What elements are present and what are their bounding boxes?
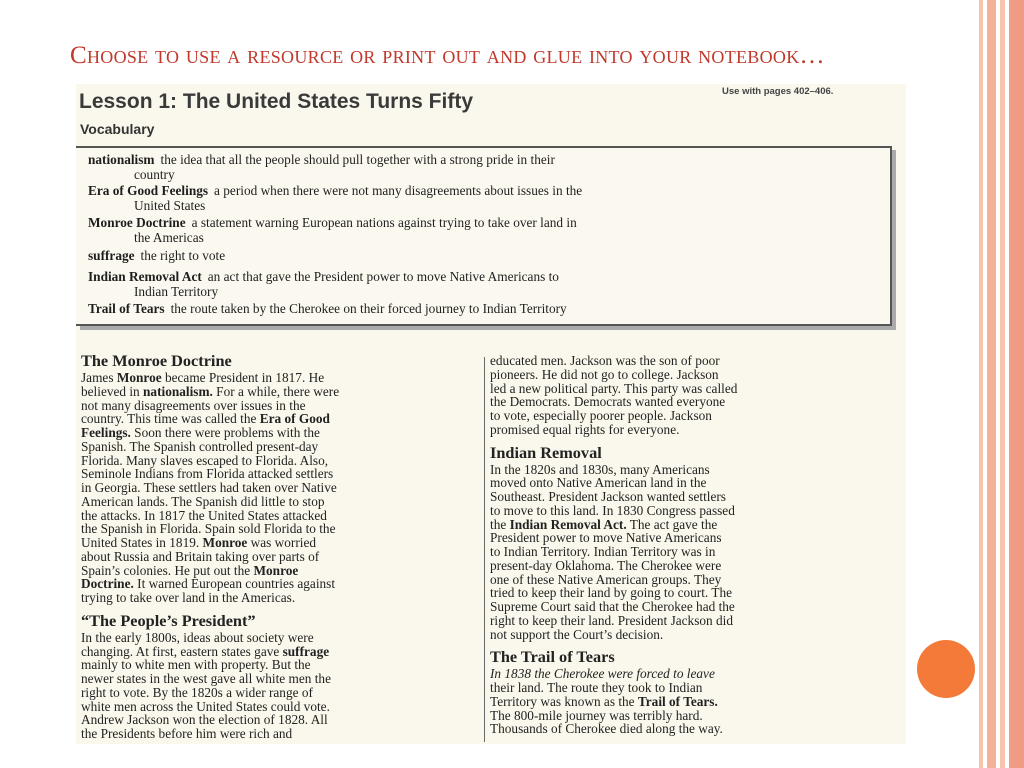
text-line: In the 1820s and 1830s, many Americans: [490, 461, 710, 477]
section-heading: The Monroe Doctrine: [81, 351, 232, 370]
text-line: Florida. Many slaves escaped to Florida. Also,: [81, 452, 329, 468]
vocab-definition-continued: the Americas: [134, 230, 204, 245]
vocab-term: Monroe Doctrine: [88, 215, 186, 230]
vocab-term: suffrage: [88, 248, 135, 263]
text-line: right to keep their land. President Jackson did: [490, 612, 733, 628]
vocab-entry: [88, 152, 555, 182]
key-term: suffrage: [282, 643, 330, 659]
text-line: Andrew Jackson won the election of 1828. All: [81, 712, 328, 728]
vocab-definition: a period when there were not many disagreements about issues in the: [214, 183, 583, 198]
text-line: led a new political party. This party was called: [490, 380, 738, 396]
text-line: changing. At first, eastern states gave suffrage: [81, 643, 330, 659]
text-line: President power to move Native Americans: [490, 530, 722, 546]
lesson-title: Lesson 1: The United States Turns Fifty: [79, 90, 473, 113]
column-divider: [484, 357, 485, 742]
decorative-stripe: [1009, 0, 1024, 768]
text-line: to Indian Territory. Indian Territory was in: [490, 544, 716, 559]
text-line: promised equal rights for everyone.: [490, 421, 680, 437]
key-term: Monroe: [116, 370, 162, 385]
text-line: the Spanish in Florida. Spain sold Florida to the: [81, 521, 336, 537]
text-line: American lands. The Spanish did little to stop: [81, 493, 325, 509]
key-term: Feelings.: [81, 425, 131, 440]
slide-title: Choose to use a resource or print out and glue into your notebook…: [70, 42, 825, 69]
vocab-definition: the right to vote: [140, 248, 226, 263]
text-line: in Georgia. These settlers had taken over Native: [81, 480, 337, 495]
text-line: country. This time was called the Era of Good: [81, 411, 330, 427]
text-line: pioneers. He did not go to college. Jackson: [490, 366, 719, 382]
text-line: the Democrats. Democrats wanted everyone: [490, 394, 726, 410]
key-term: Trail of Tears.: [637, 693, 718, 709]
key-term: Monroe: [253, 562, 299, 578]
lesson-worksheet-image: [76, 84, 906, 744]
text-line: Seminole Indians from Florida attacked settlers: [81, 466, 334, 482]
section-body: [81, 631, 473, 741]
section-heading: Indian Removal: [490, 442, 602, 462]
text-line: the Indian Removal Act. The act gave the: [490, 516, 718, 532]
vocabulary-heading: Vocabulary: [80, 121, 155, 137]
vocab-entry: [88, 183, 582, 213]
section-body: [490, 667, 902, 736]
text-line: Spain’s colonies. He put out the Monroe: [81, 562, 299, 578]
section-body: [81, 371, 473, 605]
text-line: educated men. Jackson was the son of poor: [490, 353, 720, 368]
text-line: believed in nationalism. For a while, there were: [81, 383, 340, 399]
vocab-definition-continued: country: [134, 167, 175, 182]
text-line: Southeast. President Jackson wanted settlers: [490, 489, 726, 504]
vocab-entry: [88, 301, 567, 316]
text-line: tried to keep their land by going to court. The: [490, 585, 732, 601]
text-line: mainly to white men with property. But the: [81, 657, 311, 673]
vocab-entry: [88, 248, 225, 263]
text-line: their land. The route they took to Indian: [490, 680, 703, 695]
text-line: to move to this land. In 1830 Congress passed: [490, 502, 735, 518]
decorative-stripe: [987, 0, 996, 768]
key-term: Monroe: [202, 535, 248, 550]
text-line: Doctrine. It warned European countries against: [81, 576, 336, 592]
text-line: the Presidents before him were rich and: [81, 726, 293, 741]
text-line: The 800-mile journey was terribly hard.: [490, 707, 703, 723]
key-term: Era of Good: [259, 411, 330, 427]
text-line: Feelings. Soon there were problems with the: [81, 425, 320, 440]
text-line: Spanish. The Spanish controlled present-day: [81, 438, 319, 454]
key-term: nationalism.: [143, 383, 213, 399]
text-line: In 1838 the Cherokee were forced to leave: [490, 666, 715, 682]
section-body: [490, 463, 902, 642]
decorative-stripe: [1000, 0, 1005, 768]
text-line: one of these Native American groups. They: [490, 571, 722, 587]
text-line: not support the Court’s decision.: [490, 626, 664, 642]
left-column: [81, 350, 473, 741]
text-line: white men across the United States could vote.: [81, 698, 330, 714]
vocab-entry: [88, 215, 577, 245]
vocab-term: Era of Good Feelings: [88, 183, 209, 198]
text-line: Territory was known as the Trail of Tears.: [490, 693, 718, 709]
vocab-definition: the idea that all the people should pull together with a strong pride in their: [160, 152, 555, 167]
vocabulary-box: [76, 146, 892, 326]
text-line: trying to take over land in the Americas.: [81, 590, 296, 605]
accent-dot: [917, 640, 975, 698]
text-line: the attacks. In 1817 the United States attacked: [81, 507, 327, 523]
vocab-entry: [88, 269, 559, 299]
vocab-definition: an act that gave the President power to move Native Americans to: [207, 269, 559, 284]
text-line: moved onto Native American land in the: [490, 475, 707, 491]
text-line: newer states in the west gave all white men the: [81, 671, 331, 686]
vocab-definition-continued: Indian Territory: [134, 284, 219, 299]
key-term: Doctrine.: [81, 576, 134, 592]
text-line: Thousands of Cherokee died along the way.: [490, 721, 723, 737]
right-column: [490, 354, 902, 736]
section-body: [490, 354, 902, 437]
key-term: Indian Removal Act.: [509, 516, 627, 532]
section-heading: The Trail of Tears: [490, 647, 615, 667]
vocab-definition: a statement warning European nations against trying to take over land in: [191, 215, 577, 230]
vocab-definition-continued: United States: [134, 198, 206, 213]
text-line: not many disagreements over issues in the: [81, 397, 306, 413]
text-line: right to vote. By the 1820s a wider range of: [81, 684, 313, 700]
vocab-term: Trail of Tears: [88, 301, 165, 316]
vocab-term: nationalism: [88, 152, 155, 167]
vocab-term: Indian Removal Act: [88, 269, 202, 284]
text-line: Supreme Court said that the Cherokee had the: [490, 599, 735, 614]
section-heading: “The People’s President”: [81, 610, 256, 630]
text-line: United States in 1819. Monroe was worried: [81, 535, 317, 550]
text-line: about Russia and Britain taking over parts of: [81, 548, 320, 564]
text-line: James Monroe became President in 1817. He: [81, 370, 325, 385]
text-line: present-day Oklahoma. The Cherokee were: [490, 557, 722, 573]
text-line: to vote, especially poorer people. Jackson: [490, 408, 712, 423]
vocab-definition: the route taken by the Cherokee on their forced journey to Indian Territory: [170, 301, 567, 316]
text-line: In the early 1800s, ideas about society were: [81, 629, 314, 645]
decorative-stripe: [979, 0, 983, 768]
use-with-pages: Use with pages 402–406.: [722, 86, 834, 97]
